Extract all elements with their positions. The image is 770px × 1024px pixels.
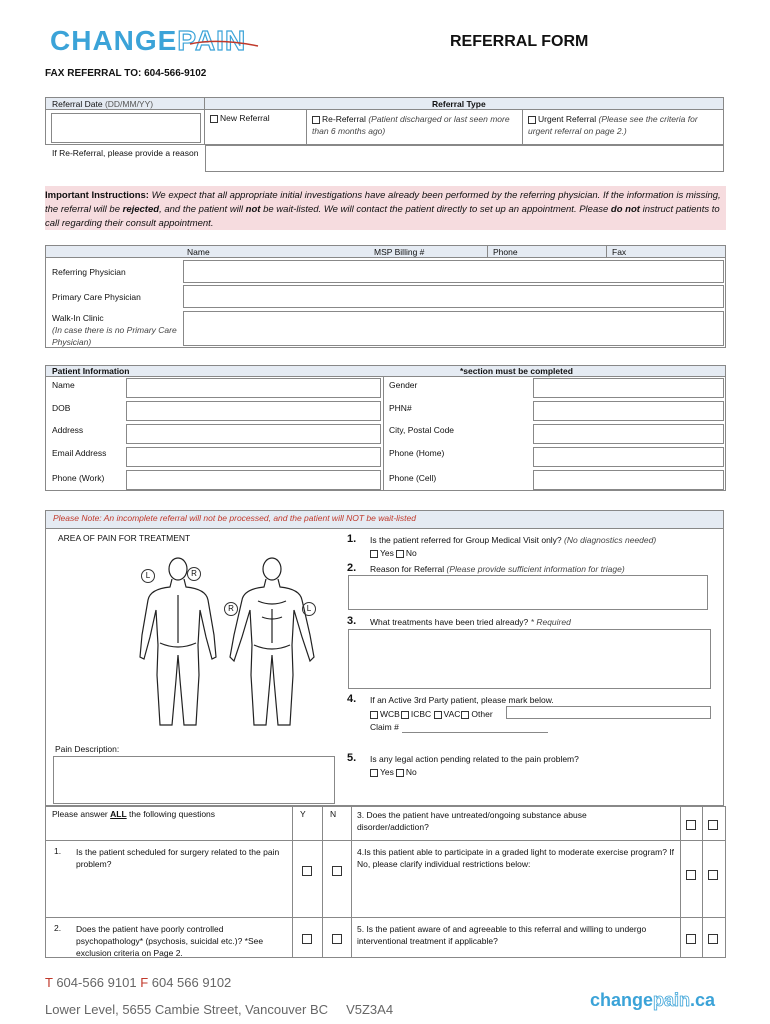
marker-r-front: R [224, 602, 238, 616]
questions-header: Please answer ALL the following questions [52, 809, 216, 819]
patient-phn-field[interactable] [533, 401, 724, 421]
marker-l-back: L [141, 569, 155, 583]
bq1-text: Is the patient scheduled for surgery related to the pain problem? [76, 847, 280, 869]
logo-swoosh [188, 36, 260, 50]
row-referring-physician: Referring Physician [52, 267, 126, 277]
referring-physician-field[interactable] [183, 260, 724, 283]
third-party-options[interactable]: WCB ICBC VAC Other [370, 709, 493, 719]
row-walkin-clinic: Walk-In Clinic (In case there is no Primary Care Physician) [52, 313, 177, 347]
area-of-pain-label: AREA OF PAIN FOR TREATMENT [58, 533, 191, 543]
patient-title: Patient Information [52, 366, 130, 376]
field-label-phone-work: Phone (Work) [52, 473, 105, 483]
patient-dob-field[interactable] [126, 401, 381, 421]
treatments-tried-field[interactable] [348, 629, 711, 689]
q5-options[interactable]: Yes No [370, 767, 417, 777]
field-label-gender: Gender [389, 380, 418, 390]
patient-phone-work-field[interactable] [126, 470, 381, 490]
re-referral-option[interactable]: Re-Referral (Patient discharged or last seen more than 6 months ago) [312, 114, 510, 136]
row-primary-care: Primary Care Physician [52, 292, 141, 302]
field-label-name: Name [52, 380, 75, 390]
patient-name-field[interactable] [126, 378, 381, 398]
q2-text: Reason for Referral (Please provide sufficient information for triage) [370, 564, 625, 574]
patient-email-field[interactable] [126, 447, 381, 467]
q1-text: Is the patient referred for Group Medical Visit only? (No diagnostics needed) [370, 535, 657, 545]
reason-label: If Re-Referral, please provide a reason [52, 148, 199, 158]
bq4-yes-checkbox[interactable] [686, 870, 696, 880]
q3-text: What treatments have been tried already? * Required [370, 617, 571, 627]
bq2-number: 2. [54, 923, 62, 933]
patient-phone-cell-field[interactable] [533, 470, 724, 490]
instructions-box: Important Instructions: We expect that all appropriate initial investigations have already been performed by the referring physician. If the information is missing, the referral will be rejected, and the patient will not be wait-listed. We will contact the patient directly to set up an appointment. Please do not instruct patients to call regarding their consult appointment. [45, 186, 726, 230]
walkin-clinic-field[interactable] [183, 311, 724, 346]
primary-care-field[interactable] [183, 285, 724, 308]
bq4-no-checkbox[interactable] [708, 870, 718, 880]
col-msp: MSP Billing # [374, 247, 425, 257]
bq2-no-checkbox[interactable] [332, 934, 342, 944]
bq4-text: 4.Is this patient able to participate in a graded light to moderate exercise program? If No, please clarify individual restrictions below: [357, 847, 675, 869]
footer-address: Lower Level, 5655 Cambie Street, Vancouver BC V5Z3A4 [45, 1002, 394, 1017]
field-label-address: Address [52, 425, 84, 435]
referral-outline [45, 97, 724, 145]
q5-yes-checkbox[interactable] [370, 769, 378, 777]
field-label-email: Email Address [52, 448, 107, 458]
bq2-text: Does the patient have poorly controlled psychopathology* (psychosis, suicidal etc.)? *See exclusion criteria on Page 2. [76, 924, 264, 958]
reason-for-referral-field[interactable] [348, 575, 708, 610]
q5-number: 5. [347, 752, 357, 764]
patient-required-note: *section must be completed [460, 366, 573, 376]
wcb-checkbox[interactable] [370, 711, 378, 719]
urgent-referral-option[interactable]: Urgent Referral (Please see the criteria for urgent referral on page 2.) [528, 114, 698, 136]
q5-no-checkbox[interactable] [396, 769, 404, 777]
field-label-phone-cell: Phone (Cell) [389, 473, 437, 483]
claim-label: Claim # [370, 722, 399, 732]
marker-l-front: L [302, 602, 316, 616]
patient-address-field[interactable] [126, 424, 381, 444]
q3-number: 3. [347, 615, 357, 627]
field-label-phone-home: Phone (Home) [389, 448, 445, 458]
bq5-no-checkbox[interactable] [708, 934, 718, 944]
other-field[interactable] [506, 706, 711, 719]
col-name: Name [187, 247, 210, 257]
q1-no-checkbox[interactable] [396, 550, 404, 558]
new-referral-option[interactable]: New Referral [210, 113, 270, 123]
patient-city-field[interactable] [533, 424, 724, 444]
other-checkbox[interactable] [461, 711, 469, 719]
reason-field[interactable] [205, 145, 724, 172]
bq3-yes-checkbox[interactable] [686, 820, 696, 830]
incomplete-note: Please Note: An incomplete referral will not be processed, and the patient will NOT be wait-listed [53, 513, 417, 523]
bq5-yes-checkbox[interactable] [686, 934, 696, 944]
body-diagram [130, 555, 340, 740]
referral-date-label: Referral Date (DD/MM/YY) [52, 99, 154, 109]
n-header: N [330, 809, 337, 819]
logo-change: CHANGE [50, 25, 178, 56]
bq1-no-checkbox[interactable] [332, 866, 342, 876]
q1-yes-checkbox[interactable] [370, 550, 378, 558]
q4-number: 4. [347, 693, 357, 705]
fax-line: FAX REFERRAL TO: 604-566-9102 [45, 68, 207, 79]
claim-field[interactable] [402, 732, 548, 733]
field-label-dob: DOB [52, 403, 71, 413]
q5-text: Is any legal action pending related to the pain problem? [370, 754, 579, 764]
bq1-number: 1. [54, 846, 62, 856]
bq1-yes-checkbox[interactable] [302, 866, 312, 876]
patient-gender-field[interactable] [533, 378, 724, 398]
footer-contact: T 604-566 9101 F 604 566 9102 [45, 975, 232, 990]
footer-website[interactable]: changepain.ca [590, 990, 716, 1010]
bq2-yes-checkbox[interactable] [302, 934, 312, 944]
vac-checkbox[interactable] [434, 711, 442, 719]
form-title: REFERRAL FORM [450, 33, 589, 50]
field-label-city: City, Postal Code [389, 425, 455, 435]
q4-text: If an Active 3rd Party patient, please mark below. [370, 695, 554, 705]
marker-r-back: R [187, 567, 201, 581]
logo-pain: PAIN [177, 25, 247, 56]
patient-phone-home-field[interactable] [533, 447, 724, 467]
referral-type-label: Referral Type [432, 99, 486, 109]
bq3-no-checkbox[interactable] [708, 820, 718, 830]
field-label-phn: PHN# [389, 403, 412, 413]
pain-description-label: Pain Description: [55, 744, 120, 754]
q2-number: 2. [347, 562, 357, 574]
col-phone: Phone [493, 247, 518, 257]
bq3-text: 3. Does the patient have untreated/ongoing substance abuse disorder/addiction? [357, 810, 587, 832]
pain-description-field[interactable] [53, 756, 335, 804]
col-fax: Fax [612, 247, 627, 257]
bq5-text: 5. Is the patient aware of and agreeable to this referral and willing to undergo interventional treatment if applicable? [357, 924, 647, 946]
icbc-checkbox[interactable] [401, 711, 409, 719]
q1-number: 1. [347, 533, 357, 545]
y-header: Y [300, 809, 306, 819]
q1-options[interactable]: Yes No [370, 548, 417, 558]
